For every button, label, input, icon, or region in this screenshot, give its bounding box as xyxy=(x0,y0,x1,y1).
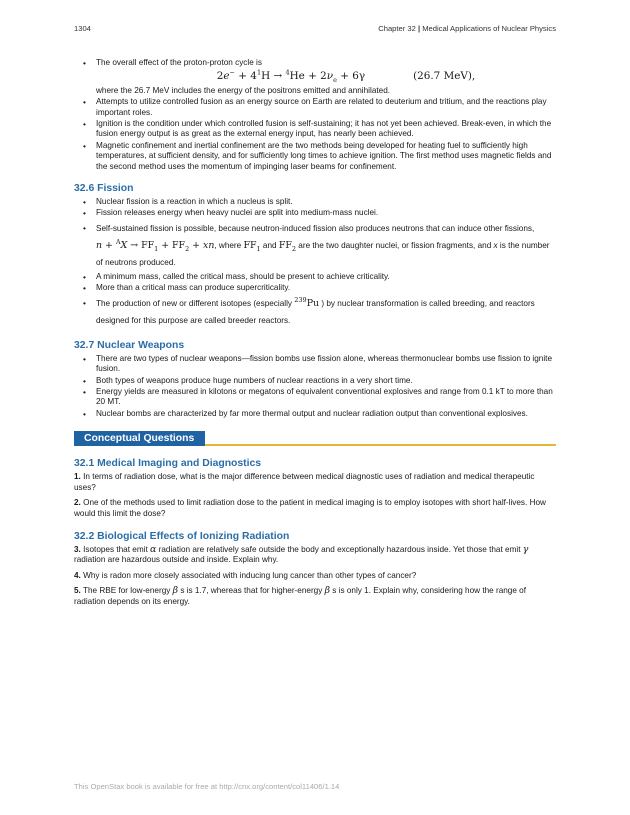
list-item: • Both types of weapons produce huge numbers of nuclear reactions in a very short time. xyxy=(74,376,556,386)
fusion-summary-list xyxy=(74,58,556,172)
section-heading-fission: 32.6 Fission xyxy=(74,183,134,195)
list-item: • More than a critical mass can produce supercriticality. xyxy=(74,283,556,293)
list-item: • Nuclear bombs are characterized by far more thermal output and nuclear radiation output than conventional explosives. xyxy=(74,409,556,419)
section-heading-biological: 32.2 Biological Effects of Ionizing Radiation xyxy=(74,530,290,542)
list-item: • Fission releases energy when heavy nuclei are split into medium-mass nuclei. xyxy=(74,208,556,218)
weapons-summary-list xyxy=(74,354,556,419)
list-item: • A minimum mass, called the critical mass, should be present to achieve criticality. xyxy=(74,272,556,282)
plutonium-isotope: $^{239}$Pu xyxy=(294,295,320,309)
question-5: 5. The RBE for low-energy β s is 1.7, whereas that for higher-energy β s is only 1. Explain why, considering how the range of radiation depends on its energy. xyxy=(74,585,527,606)
list-item: • The production of new or different isotopes (especially $^{239}$Pu ) by nuclear transformation is called breeding, and reactors designed for this purpose are called breeder reactors. xyxy=(74,295,556,329)
fission-summary-list xyxy=(74,197,556,329)
fission-equation: $n + ^AX \to FF_1 + FF_2$ + xn xyxy=(96,237,215,253)
chapter-label: Chapter 32 xyxy=(378,24,416,33)
header-separator: | xyxy=(417,24,421,33)
list-item: • Attempts to utilize controlled fusion as an energy source on Earth are related to deuterium and tritium, and the reactions play important roles. xyxy=(74,97,556,118)
list-item: • The overall effect of the proton-proton cycle is $2e^- + 4^1H \to ^4He + 2\nu_e + 6\gamma$ (26.7 MeV), where the 26.7 MeV includes the energy of the positrons emitted and annihilated. xyxy=(74,58,556,96)
page-number: 1304 xyxy=(74,24,91,33)
question-4: 4. Why is radon more closely associated with inducing lung cancer than other types of cancer? xyxy=(74,570,417,580)
banner-rule xyxy=(205,444,556,446)
footer-note: This OpenStax book is available for free at http://cnx.org/content/col11406/1.14 xyxy=(74,782,340,791)
proton-proton-equation: $2e^- + 4^1H \to ^4He + 2\nu_e + 6\gamma$ (26.7 MeV), xyxy=(216,68,476,85)
section-heading-weapons: 32.7 Nuclear Weapons xyxy=(74,339,185,351)
running-header xyxy=(378,24,556,33)
conceptual-questions-banner xyxy=(74,431,556,447)
list-item: • There are two types of nuclear weapons—fission bombs use fission alone, whereas thermonuclear bombs use fission to ignite fusion. xyxy=(74,354,556,375)
question-3: 3. Isotopes that emit α radiation are relatively safe outside the body and exceptionally hazardous inside. Yet those that emit γ radiation are hazardous outside and inside. Explain why. xyxy=(74,543,529,565)
question-2: 2. One of the methods used to limit radiation dose to the patient in medical imaging is to employ isotopes with short half-lives. How would this limit the dose? xyxy=(74,498,546,518)
list-item: • Magnetic confinement and inertial confinement are the two methods being developed for heating fuel to sufficiently high temperatures, at sufficient density, and for sufficiently long times to achieve ignition. The first method uses magnetic fields and the second method uses the momentum of impinging laser beams for confinement. xyxy=(74,141,556,172)
list-item: • Self-sustained fission is possible, because neutron-induced fission also produces neutrons that can induce other fissions, $n + ^AX \to FF_1 + FF_2$ + xn, where $FF_1$ and $FF_2$ are the two daughter nuclei, or fission fragments, and x is the number of neutrons produced. xyxy=(74,220,556,271)
list-item: • Energy yields are measured in kilotons or megatons of equivalent conventional explosives and range from 0.1 kT to more than 20 MT. xyxy=(74,387,556,408)
page-content xyxy=(74,58,556,612)
section-heading-imaging: 32.1 Medical Imaging and Diagnostics xyxy=(74,458,262,470)
banner-label: Conceptual Questions xyxy=(74,431,205,446)
chapter-title: Medical Applications of Nuclear Physics xyxy=(422,24,556,33)
list-item: • Nuclear fission is a reaction in which a nucleus is split. xyxy=(74,197,556,207)
question-1: 1. In terms of radiation dose, what is the major difference between medical diagnostic uses of radiation and medical therapeutic uses? xyxy=(74,472,535,492)
list-item: • Ignition is the condition under which controlled fusion is self-sustaining; it has not yet been achieved. Break-even, in which the fusion energy output is as great as the external energy input, has nearly been achieved. xyxy=(74,119,556,140)
